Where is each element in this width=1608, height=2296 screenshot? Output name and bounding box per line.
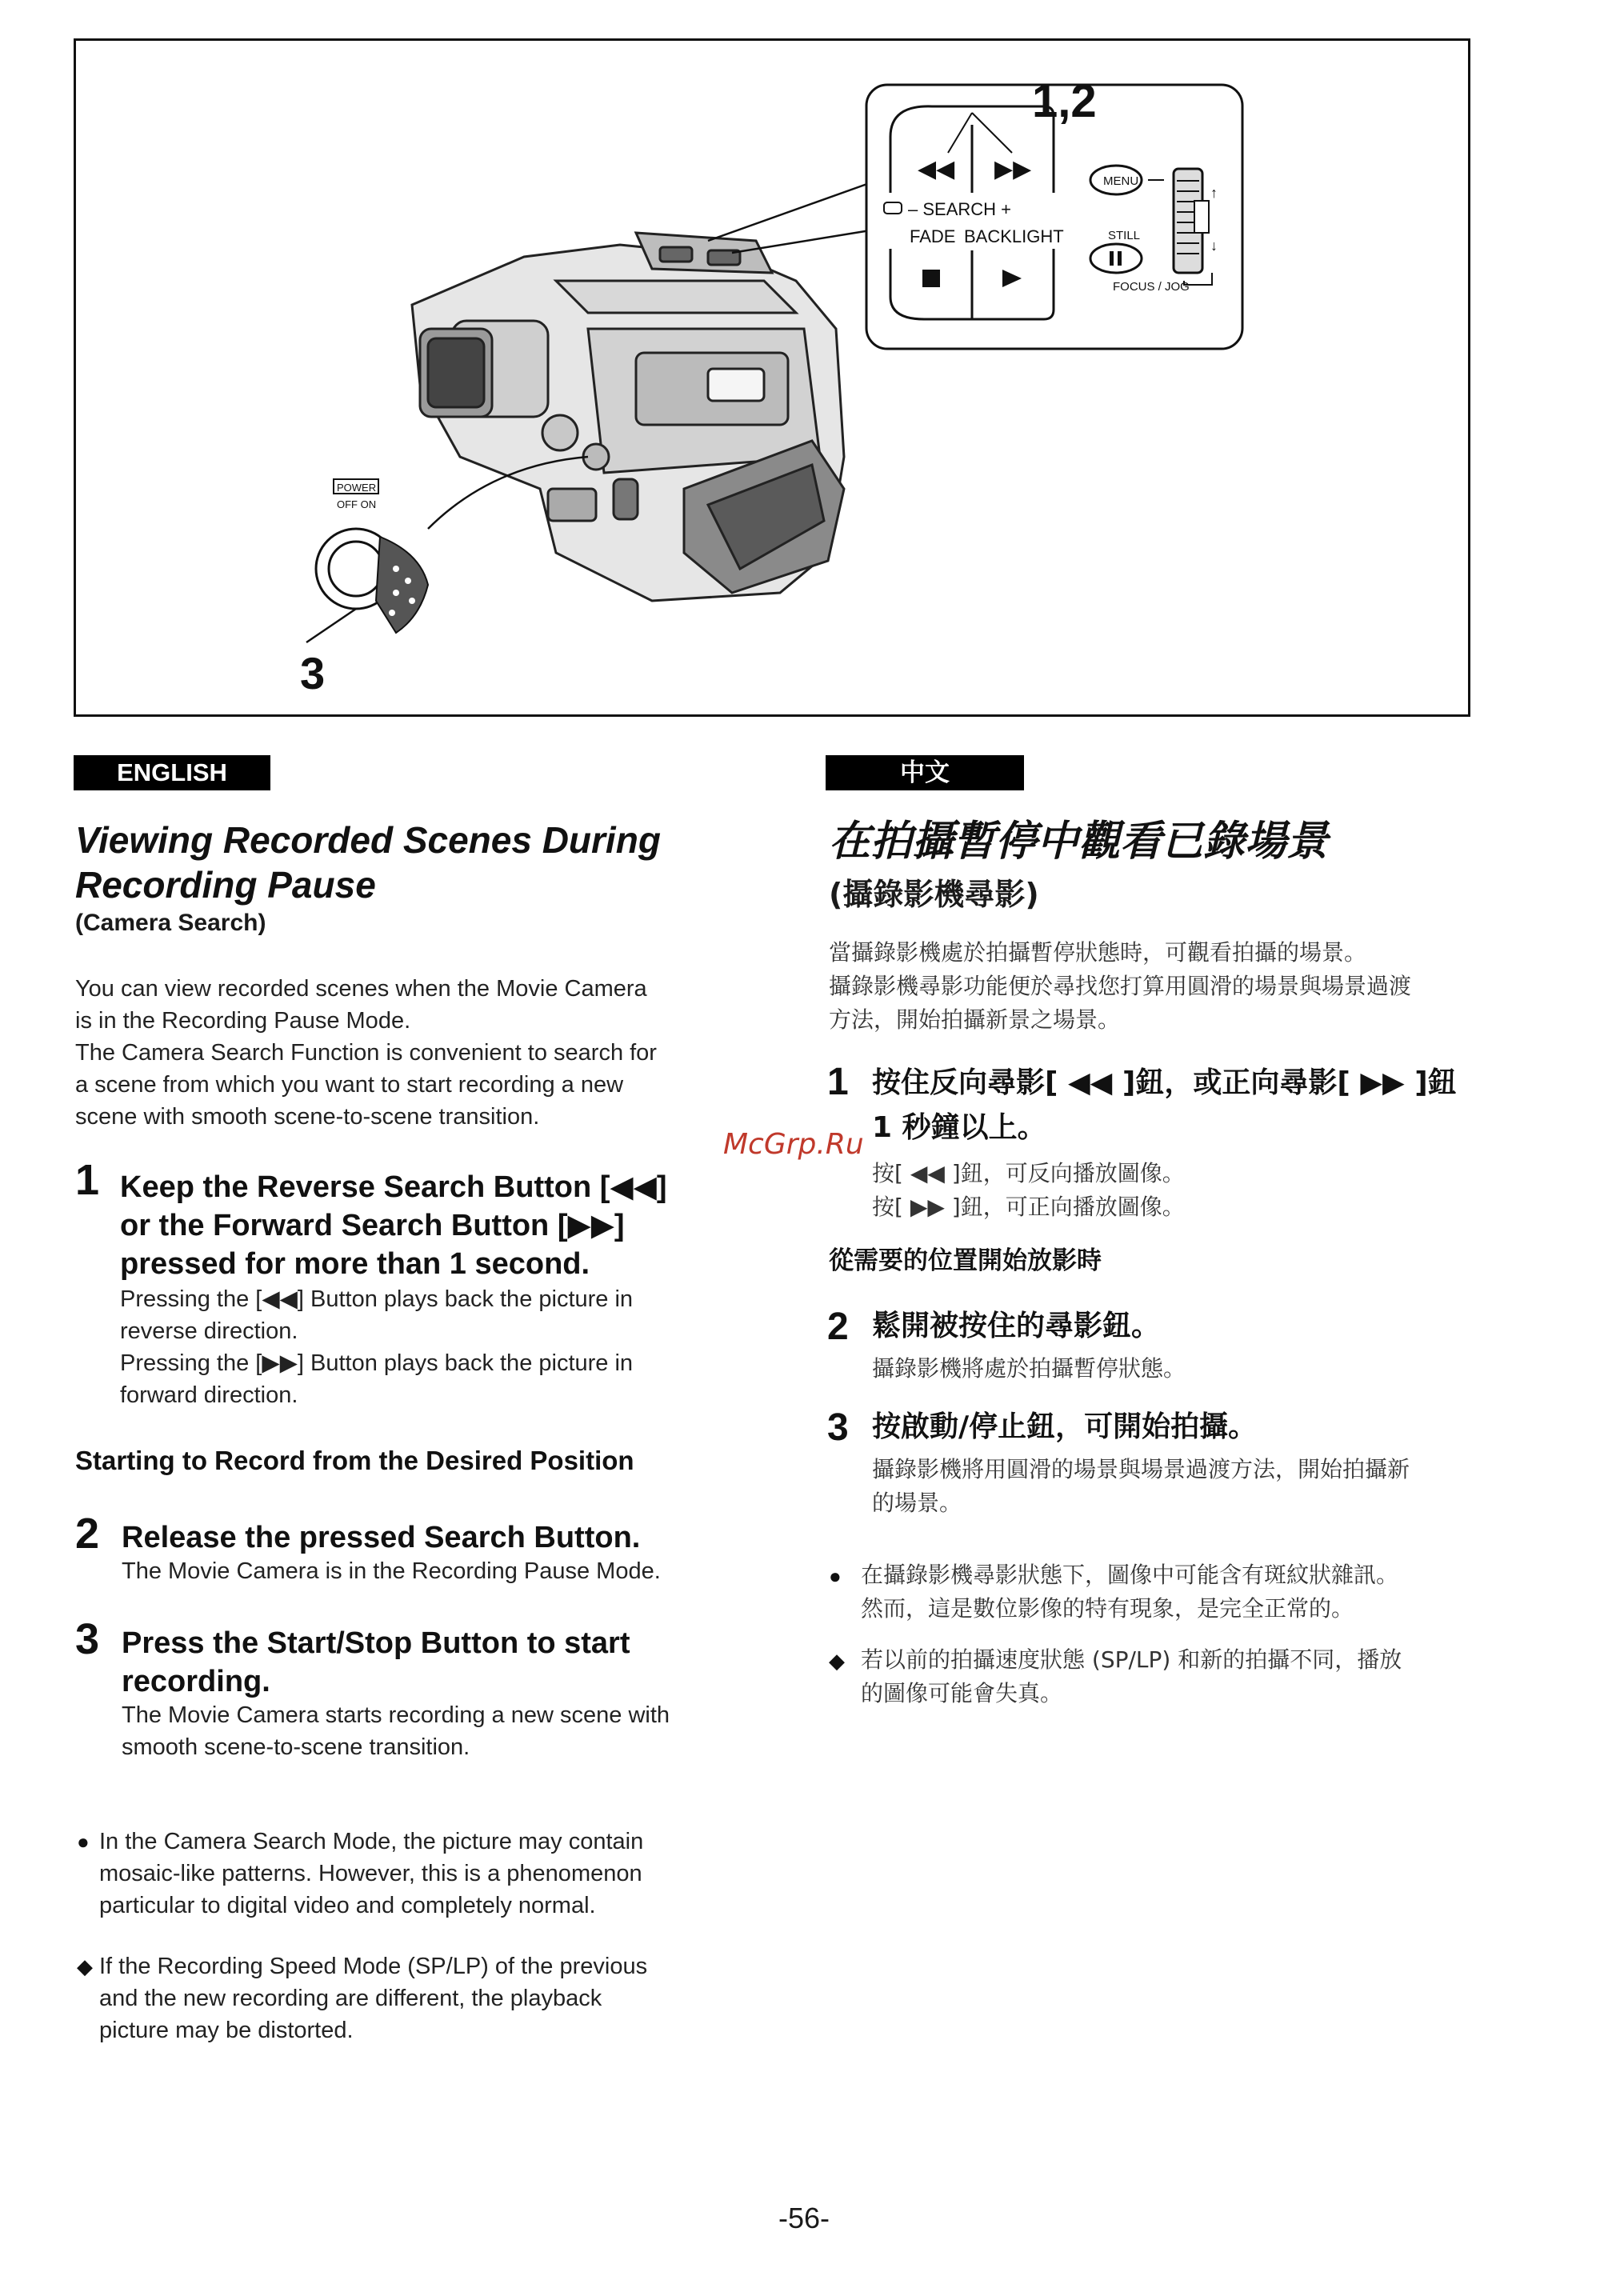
step-heading-line: Keep the Reverse Search Button [◀◀] [120,1170,667,1204]
note-line: 若以前的拍攝速度狀態 (SP/LP) 和新的拍攝不同，播放 [861,1646,1402,1673]
step-heading-line: Press the Start/Stop Button to start [122,1626,630,1660]
intro-line: scene with smooth scene-to-scene transition. [75,1104,540,1130]
callout-number-1-2: 1,2 [1032,75,1097,127]
chinese-intro [829,936,1549,1037]
chinese-step-1-number: 1 [827,1061,849,1103]
step-heading-line: recording. [122,1665,270,1698]
english-step-1-body [120,1283,776,1411]
english-step-2-body: The Movie Camera is in the Recording Pause Mode. [122,1558,661,1584]
note-line: and the new recording are different, the playback [99,1986,602,2011]
note-line: If the Recording Speed Mode (SP/LP) of the previous [99,1954,648,1979]
note-line: 在攝錄影機尋影狀態下，圖像中可能含有斑紋狀雜訊。 [861,1562,1399,1588]
stop-icon [922,270,940,287]
chinese-step-1-heading [872,1061,1560,1150]
step-heading-line: pressed for more than 1 second. [120,1247,590,1281]
intro-line: a scene from which you want to start recording a new [75,1072,624,1098]
chinese-step-2-number: 2 [827,1306,849,1348]
step-body-line: 的場景。 [872,1490,962,1516]
intro-line: 攝錄影機尋影功能便於尋找您打算用圓滑的場景與場景過渡 [829,973,1412,999]
fast-forward-icon: ▶▶ [994,156,1032,182]
camera-drawing [76,41,1473,719]
step-body-line: 按[ ▶▶ ]鈕，可正向播放圖像。 [872,1194,1185,1220]
english-note-2 [99,1950,771,2046]
note-line: In the Camera Search Mode, the picture may contain [99,1829,644,1854]
still-label: STILL [1108,229,1141,242]
step-body-line: smooth scene-to-scene transition. [122,1734,470,1760]
chinese-subtitle: (攝錄影機尋影) [829,877,1039,912]
power-switch [316,479,428,633]
step-body-line: forward direction. [120,1382,298,1408]
svg-text:OFF ON: OFF ON [337,498,377,510]
backlight-label: BACKLIGHT [964,226,1064,246]
camera-illustration [74,38,1470,717]
diamond-bullet-icon: ◆ [77,1954,93,1978]
camcorder-body [412,233,844,601]
up-arrow-icon: ↑ [1210,185,1218,201]
chinese-step-1-body [872,1157,1560,1224]
step-body-line: 攝錄影機將用圓滑的場景與場景過渡方法，開始拍攝新 [872,1456,1410,1482]
intro-line: You can view recorded scenes when the Movie Camera [75,976,647,1002]
english-subtitle: (Camera Search) [75,910,266,936]
intro-line: 當攝錄影機處於拍攝暫停狀態時，可觀看拍攝的場景。 [829,939,1367,966]
english-step-2-heading: Release the pressed Search Button. [122,1521,641,1554]
english-step-1-number: 1 [75,1156,100,1204]
intro-line: is in the Recording Pause Mode. [75,1008,411,1034]
step-heading-line: 1 秒鐘以上。 [872,1111,1046,1144]
chinese-step-3-heading: 按啟動/停止鈕，可開始拍攝。 [872,1410,1258,1443]
bullet-icon: ● [77,1830,90,1854]
note-line: picture may be distorted. [99,2018,354,2043]
english-note-1 [99,1826,771,1922]
down-arrow-icon: ↓ [1210,238,1218,254]
chinese-step-3-number: 3 [827,1406,849,1449]
chinese-sub-heading: 從需要的位置開始放影時 [829,1246,1102,1275]
english-title-line-1: Viewing Recorded Scenes During [75,819,661,861]
english-intro [75,973,763,1133]
step-body-line: Pressing the [◀◀] Button plays back the picture in [120,1286,634,1312]
english-step-1-heading [120,1168,776,1283]
english-step-3-heading [122,1624,778,1701]
chinese-note-1 [861,1558,1565,1626]
english-title [75,818,763,907]
chinese-step-2-body: 攝錄影機將處於拍攝暫停狀態。 [872,1355,1186,1382]
fade-label: FADE [910,226,956,246]
bullet-icon: ● [829,1564,842,1588]
step-body-line: The Movie Camera starts recording a new scene with [122,1702,670,1728]
note-line: particular to digital video and completely normal. [99,1893,596,1918]
step-body-line: Pressing the [▶▶] Button plays back the picture in [120,1350,634,1376]
callout-number-3: 3 [300,648,326,698]
rewind-icon: ◀◀ [918,156,955,182]
chinese-note-2 [861,1643,1565,1710]
svg-text:POWER: POWER [337,482,377,494]
step-body-line: 按[ ◀◀ ]鈕，可反向播放圖像。 [872,1160,1185,1186]
intro-line: The Camera Search Function is convenient to search for [75,1040,657,1066]
step-body-line: reverse direction. [120,1318,298,1344]
english-step-3-body [122,1699,778,1763]
step-heading-line: or the Forward Search Button [▶▶] [120,1209,625,1242]
chinese-title: 在拍攝暫停中觀看已錄場景 [829,818,1329,866]
diamond-bullet-icon: ◆ [829,1649,845,1673]
note-line: 然而，這是數位影像的特有現象，是完全正常的。 [861,1595,1354,1622]
english-step-3-number: 3 [75,1615,100,1663]
still-button [1090,244,1142,273]
watermark: McGrp.Ru [723,1128,864,1161]
chinese-step-3-body [872,1453,1560,1520]
svg-text:MENU: MENU [1103,174,1139,188]
note-line: mosaic-like patterns. However, this is a phenomenon [99,1861,642,1886]
chinese-step-2-heading: 鬆開被按住的尋影鈕。 [872,1310,1161,1342]
intro-line: 方法，開始拍攝新景之場景。 [829,1006,1121,1033]
step-heading-line: 按住反向尋影[ ◀◀ ]鈕，或正向尋影[ ▶▶ ]鈕 [872,1066,1457,1099]
chinese-section-tag: 中文 [826,755,1024,790]
english-title-line-2: Recording Pause [75,864,376,906]
search-label: – SEARCH + [908,199,1011,219]
focus-jog-label: FOCUS / JOG [1113,280,1190,294]
english-step-2-number: 2 [75,1510,100,1558]
english-sub-heading: Starting to Record from the Desired Position [75,1446,634,1475]
page-number: -56- [778,2202,830,2234]
note-line: 的圖像可能會失真。 [861,1680,1063,1706]
english-section-tag: ENGLISH [74,755,270,790]
